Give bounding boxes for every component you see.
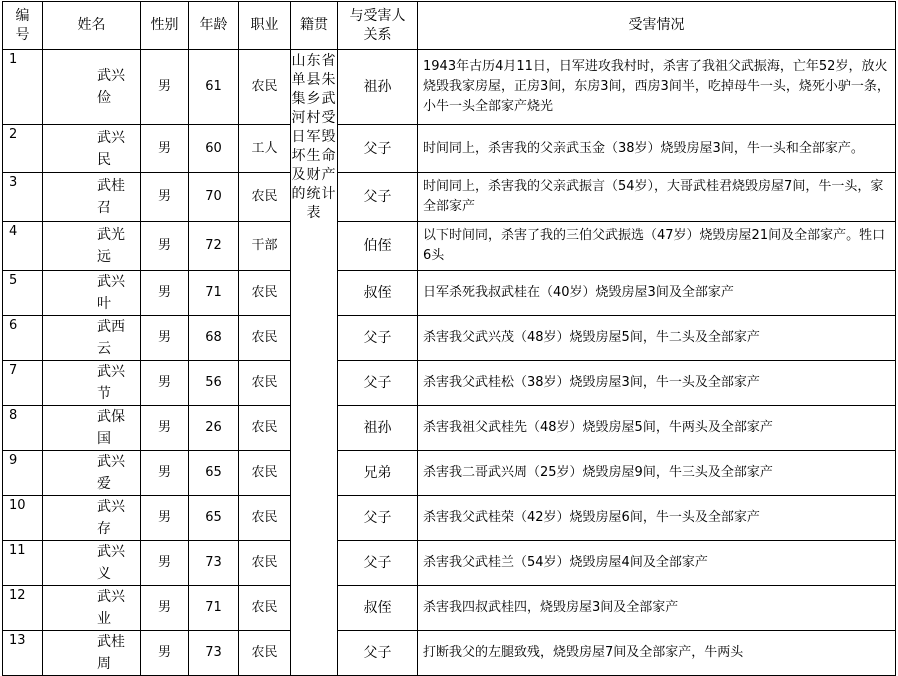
header-relation: 与受害人关系	[338, 2, 418, 50]
row-situation: 打断我父的左腿致残，烧毁房屋7间及全部家产，牛两头	[418, 631, 896, 676]
row-no: 3	[3, 173, 43, 222]
table-row	[3, 50, 896, 125]
row-no: 7	[3, 361, 43, 406]
row-name: 武兴俭	[43, 50, 141, 125]
row-job: 农民	[239, 541, 291, 586]
row-age: 65	[189, 496, 239, 541]
row-age: 26	[189, 406, 239, 451]
row-job: 干部	[239, 222, 291, 271]
row-situation: 杀害我父武桂松（38岁）烧毁房屋3间，牛一头及全部家产	[418, 361, 896, 406]
row-sex: 男	[141, 496, 189, 541]
row-relation: 祖孙	[338, 50, 418, 125]
row-no: 4	[3, 222, 43, 271]
row-sex: 男	[141, 125, 189, 173]
header-age: 年龄	[189, 2, 239, 50]
row-sex: 男	[141, 173, 189, 222]
row-name: 武兴义	[43, 541, 141, 586]
header-name: 姓名	[43, 2, 141, 50]
row-relation: 父子	[338, 496, 418, 541]
row-age: 73	[189, 541, 239, 586]
row-job: 农民	[239, 173, 291, 222]
row-sex: 男	[141, 406, 189, 451]
table-row	[3, 361, 896, 406]
row-job: 农民	[239, 406, 291, 451]
row-relation: 叔侄	[338, 271, 418, 316]
row-name: 武兴民	[43, 125, 141, 173]
row-relation: 父子	[338, 361, 418, 406]
row-sex: 男	[141, 222, 189, 271]
table-row	[3, 406, 896, 451]
header-sex: 性别	[141, 2, 189, 50]
row-relation: 父子	[338, 316, 418, 361]
row-age: 61	[189, 50, 239, 125]
row-name: 武兴业	[43, 586, 141, 631]
row-job: 农民	[239, 631, 291, 676]
header-row	[3, 2, 896, 50]
victim-table	[2, 1, 896, 676]
row-sex: 男	[141, 361, 189, 406]
row-situation: 1943年古历4月11日，日军进攻我村时，杀害了我祖父武振海，亡年52岁，放火烧毁我家房屋，正房3间，东房3间，西房3间半，吃掉母牛一头，烧死小驴一条，小牛一头全部家产烧光	[418, 50, 896, 125]
row-relation: 祖孙	[338, 406, 418, 451]
row-situation: 杀害我父武兴茂（48岁）烧毁房屋5间，牛二头及全部家产	[418, 316, 896, 361]
table-row	[3, 586, 896, 631]
row-sex: 男	[141, 451, 189, 496]
table-row	[3, 222, 896, 271]
row-name: 武兴节	[43, 361, 141, 406]
row-job: 农民	[239, 451, 291, 496]
table-row	[3, 271, 896, 316]
row-situation: 时间同上，杀害我的父亲武振言（54岁），大哥武桂君烧毁房屋7间，牛一头，家全部家产	[418, 173, 896, 222]
header-situation: 受害情况	[418, 2, 896, 50]
row-relation: 叔侄	[338, 586, 418, 631]
row-no: 6	[3, 316, 43, 361]
row-age: 73	[189, 631, 239, 676]
row-situation: 杀害我父武桂荣（42岁）烧毁房屋6间，牛一头及全部家产	[418, 496, 896, 541]
row-job: 农民	[239, 50, 291, 125]
row-no: 12	[3, 586, 43, 631]
row-no: 13	[3, 631, 43, 676]
row-job: 农民	[239, 361, 291, 406]
row-relation: 兄弟	[338, 451, 418, 496]
row-job: 农民	[239, 316, 291, 361]
row-situation: 杀害我四叔武桂四，烧毁房屋3间及全部家产	[418, 586, 896, 631]
row-relation: 父子	[338, 125, 418, 173]
row-no: 5	[3, 271, 43, 316]
table-row	[3, 451, 896, 496]
row-age: 68	[189, 316, 239, 361]
row-name: 武桂召	[43, 173, 141, 222]
table-row	[3, 496, 896, 541]
row-situation: 杀害我二哥武兴周（25岁）烧毁房屋9间，牛三头及全部家产	[418, 451, 896, 496]
row-name: 武兴爱	[43, 451, 141, 496]
table-row	[3, 541, 896, 586]
row-no: 2	[3, 125, 43, 173]
row-age: 72	[189, 222, 239, 271]
row-relation: 父子	[338, 631, 418, 676]
table-row	[3, 173, 896, 222]
table-row	[3, 125, 896, 173]
table-row	[3, 316, 896, 361]
row-job: 工人	[239, 125, 291, 173]
row-situation: 杀害我父武桂兰（54岁）烧毁房屋4间及全部家产	[418, 541, 896, 586]
row-no: 10	[3, 496, 43, 541]
table-row	[3, 631, 896, 676]
row-job: 农民	[239, 586, 291, 631]
row-situation: 以下时间同，杀害了我的三伯父武振选（47岁）烧毁房屋21间及全部家产。牲口6头	[418, 222, 896, 271]
row-name: 武西云	[43, 316, 141, 361]
row-name: 武光远	[43, 222, 141, 271]
jiguan-cell: 山东省单县朱集乡武河村受日军毁坏生命及财产的统计表	[291, 50, 338, 676]
row-name: 武保国	[43, 406, 141, 451]
header-jiguan: 籍贯	[291, 2, 338, 50]
row-name: 武兴叶	[43, 271, 141, 316]
row-no: 8	[3, 406, 43, 451]
header-job: 职业	[239, 2, 291, 50]
row-no: 1	[3, 50, 43, 125]
row-age: 60	[189, 125, 239, 173]
row-no: 9	[3, 451, 43, 496]
row-sex: 男	[141, 316, 189, 361]
row-relation: 父子	[338, 541, 418, 586]
row-relation: 伯侄	[338, 222, 418, 271]
row-sex: 男	[141, 586, 189, 631]
row-no: 11	[3, 541, 43, 586]
row-age: 65	[189, 451, 239, 496]
row-situation: 时间同上，杀害我的父亲武玉金（38岁）烧毁房屋3间，牛一头和全部家产。	[418, 125, 896, 173]
row-sex: 男	[141, 50, 189, 125]
header-no: 编号	[3, 2, 43, 50]
row-job: 农民	[239, 271, 291, 316]
row-relation: 父子	[338, 173, 418, 222]
row-name: 武桂周	[43, 631, 141, 676]
row-job: 农民	[239, 496, 291, 541]
row-sex: 男	[141, 541, 189, 586]
row-name: 武兴存	[43, 496, 141, 541]
row-sex: 男	[141, 631, 189, 676]
row-age: 70	[189, 173, 239, 222]
row-sex: 男	[141, 271, 189, 316]
row-age: 71	[189, 586, 239, 631]
row-situation: 日军杀死我叔武桂在（40岁）烧毁房屋3间及全部家产	[418, 271, 896, 316]
row-situation: 杀害我祖父武桂先（48岁）烧毁房屋5间，牛两头及全部家产	[418, 406, 896, 451]
row-age: 71	[189, 271, 239, 316]
row-age: 56	[189, 361, 239, 406]
